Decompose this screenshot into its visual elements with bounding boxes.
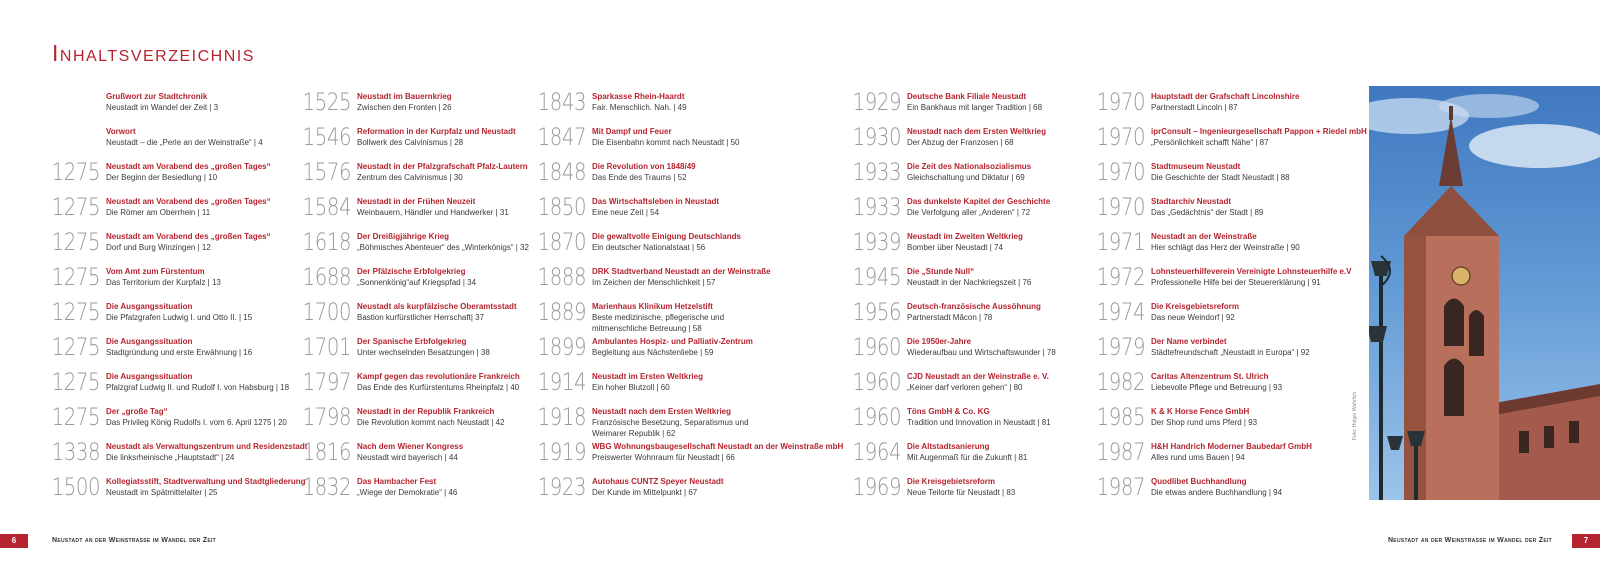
toc-heading: Stadtmuseum Neustadt xyxy=(1151,162,1241,171)
toc-year: 1850 xyxy=(537,193,586,221)
toc-subtitle: Französische Besetzung, Separatismus und xyxy=(592,418,749,427)
page-number-right: 7 xyxy=(1572,534,1600,548)
toc-heading: Sparkasse Rhein-Haardt xyxy=(592,92,685,101)
toc-heading: WBG Wohnungsbaugesellschaft Neustadt an der Weinstraße mbH xyxy=(592,442,844,451)
toc-heading: Die Zeit des Nationalsozialismus xyxy=(907,162,1032,171)
toc-entry xyxy=(51,438,308,466)
toc-year: 1971 xyxy=(1096,228,1145,256)
toc-year: 1970 xyxy=(1096,88,1145,116)
page-number-left: 6 xyxy=(0,534,28,548)
toc-subtitle: „Persönlichkeit schafft Nähe“ | 87 xyxy=(1151,138,1269,147)
toc-year: 1930 xyxy=(852,123,901,151)
toc-entry xyxy=(302,123,516,151)
toc-subtitle: Ein hoher Blutzoll | 60 xyxy=(592,383,670,392)
toc-year: 1970 xyxy=(1096,193,1145,221)
toc-entry xyxy=(537,88,687,116)
toc-subtitle: Professionelle Hilfe bei der Steuererklärung | 91 xyxy=(1151,278,1321,287)
toc-heading: Lohnsteuerhilfeverein Vereinigte Lohnsteuerhilfe e.V xyxy=(1151,267,1352,276)
church-photo xyxy=(1369,86,1600,500)
toc-subtitle: Gleichschaltung und Diktatur | 69 xyxy=(907,173,1025,182)
toc-subtitle: Neustadt wird bayerisch | 44 xyxy=(357,453,458,462)
toc-subtitle: Zwischen den Fronten | 26 xyxy=(357,103,452,112)
toc-heading: Das Hambacher Fest xyxy=(357,477,437,486)
toc-year: 1618 xyxy=(302,228,351,256)
toc-heading: Die Altstadtsanierung xyxy=(907,442,990,451)
toc-entry xyxy=(51,368,290,396)
toc-entry xyxy=(852,473,1016,501)
toc-subtitle: Stadtgründung und erste Erwähnung | 16 xyxy=(106,348,253,357)
footer-running-title-right: Neustadt an der Weinstrasse im Wandel der Zeit xyxy=(1387,537,1552,544)
toc-year: 1798 xyxy=(302,403,351,431)
toc-entry xyxy=(1096,228,1300,256)
toc-subtitle: Weinbauern, Händler und Handwerker | 31 xyxy=(357,208,509,217)
toc-entry xyxy=(537,333,753,361)
toc-heading: Nach dem Wiener Kongress xyxy=(357,442,464,451)
toc-subtitle: Bollwerk des Calvinismus | 28 xyxy=(357,138,464,147)
toc-entry xyxy=(537,438,844,466)
toc-heading: Neustadt an der Weinstraße xyxy=(1151,232,1257,241)
page-title: Inhaltsverzeichnis xyxy=(52,40,255,66)
toc-subtitle: Unter wechselnden Besatzungen | 38 xyxy=(357,348,490,357)
toc-entry xyxy=(537,368,703,396)
toc-year: 1584 xyxy=(302,193,351,221)
toc-heading: Neustadt als Verwaltungszentrum und Residenzstadt xyxy=(106,442,308,451)
toc-subtitle: Bastion kurfürstlicher Herrschaft| 37 xyxy=(357,313,485,322)
toc-heading: Der „große Tag“ xyxy=(106,407,168,416)
toc-heading: Neustadt nach dem Ersten Weltkrieg xyxy=(592,407,731,416)
toc-year: 1848 xyxy=(537,158,586,186)
toc-heading: Neustadt am Vorabend des „großen Tages“ xyxy=(106,232,271,241)
toc-year: 1525 xyxy=(302,88,351,116)
toc-entry xyxy=(51,263,221,291)
toc-year: 1275 xyxy=(51,298,100,326)
toc-subtitle: „Böhmisches Abenteuer“ des „Winterkönigs“ | 32 xyxy=(357,243,529,252)
toc-heading: H&H Handrich Moderner Baubedarf GmbH xyxy=(1151,442,1312,451)
toc-year: 1972 xyxy=(1096,263,1145,291)
toc-subtitle: Mit Augenmaß für die Zukunft | 81 xyxy=(907,453,1028,462)
toc-year: 1888 xyxy=(537,263,586,291)
toc-entry xyxy=(852,193,1051,221)
toc-entry xyxy=(1096,193,1264,221)
toc-entry xyxy=(537,228,741,256)
toc-heading: Neustadt in der Frühen Neuzeit xyxy=(357,197,476,206)
toc-entry xyxy=(51,403,287,431)
toc-year: 1960 xyxy=(852,333,901,361)
toc-entry xyxy=(1096,123,1367,151)
toc-heading: Neustadt am Vorabend des „großen Tages“ xyxy=(106,197,271,206)
toc-subtitle: Tradition und Innovation in Neustadt | 81 xyxy=(907,418,1051,427)
toc-heading: Die Ausgangssituation xyxy=(106,372,193,381)
toc-entry xyxy=(51,298,253,326)
toc-heading: Stadtarchiv Neustadt xyxy=(1151,197,1232,206)
toc-year: 1275 xyxy=(51,368,100,396)
toc-heading: Töns GmbH & Co. KG xyxy=(907,407,990,416)
toc-entry xyxy=(51,228,271,256)
toc-year: 1700 xyxy=(302,298,351,326)
toc-entry xyxy=(302,333,490,361)
toc-heading: Ambulantes Hospiz- und Palliativ-Zentrum xyxy=(592,337,753,346)
toc-entry xyxy=(302,88,452,116)
toc-entry xyxy=(51,193,271,221)
toc-subtitle: Begleitung aus Nächstenliebe | 59 xyxy=(592,348,714,357)
toc-subtitle: Liebevolle Pflege und Betreuung | 93 xyxy=(1151,383,1283,392)
toc-year: 1945 xyxy=(852,263,901,291)
toc-subtitle: Wiederaufbau und Wirtschaftswunder | 78 xyxy=(907,348,1056,357)
toc-entry xyxy=(852,368,1049,396)
toc-heading: Marienhaus Klinikum Hetzelstift xyxy=(592,302,713,311)
toc-subtitle: Neustadt im Spätmittelalter | 25 xyxy=(106,488,218,497)
toc-entry xyxy=(106,91,218,113)
toc-year: 1960 xyxy=(852,403,901,431)
toc-subtitle: Der Shop rund ums Pferd | 93 xyxy=(1151,418,1258,427)
toc-subtitle: Die Eisenbahn kommt nach Neustadt | 50 xyxy=(592,138,740,147)
toc-year: 1987 xyxy=(1096,473,1145,501)
toc-entry xyxy=(1096,158,1290,186)
toc-year: 1982 xyxy=(1096,368,1145,396)
toc-entry xyxy=(537,403,749,439)
toc-subtitle: Eine neue Zeit | 54 xyxy=(592,208,660,217)
toc-subtitle: Alles rund ums Bauen | 94 xyxy=(1151,453,1245,462)
toc-year: 1275 xyxy=(51,333,100,361)
toc-year: 1701 xyxy=(302,333,351,361)
toc-subtitle: Die Römer am Oberrhein | 11 xyxy=(106,208,211,217)
toc-subtitle: Die Geschichte der Stadt Neustadt | 88 xyxy=(1151,173,1290,182)
toc-heading: Hauptstadt der Grafschaft Lincolnshire xyxy=(1151,92,1300,101)
toc-entry xyxy=(302,263,477,291)
toc-heading: iprConsult – Ingenieurgesellschaft Pappon + Riedel mbH xyxy=(1151,127,1367,136)
toc-heading: Das dunkelste Kapitel der Geschichte xyxy=(907,197,1051,206)
toc-year: 1939 xyxy=(852,228,901,256)
toc-entry xyxy=(1096,438,1312,466)
toc-entry xyxy=(106,126,263,148)
toc-entry xyxy=(302,473,458,501)
toc-subtitle: Die Revolution kommt nach Neustadt | 42 xyxy=(357,418,505,427)
toc-subtitle: Hier schlägt das Herz der Weinstraße | 90 xyxy=(1151,243,1300,252)
toc-subtitle: Städtefreundschaft „Neustadt in Europa“ | 92 xyxy=(1151,348,1310,357)
toc-year: 1933 xyxy=(852,193,901,221)
toc-subtitle: Die Pfalzgrafen Ludwig I. und Otto II. | 15 xyxy=(106,313,253,322)
toc-entry xyxy=(852,88,1043,116)
toc-heading: Neustadt in der Pfalzgrafschaft Pfalz-Lautern xyxy=(357,162,528,171)
toc-heading: Neustadt als kurpfälzische Oberamtsstadt xyxy=(357,302,517,311)
toc-year: 1870 xyxy=(537,228,586,256)
toc-year: 1847 xyxy=(537,123,586,151)
toc-heading: Neustadt am Vorabend des „großen Tages“ xyxy=(106,162,271,171)
toc-year: 1918 xyxy=(537,403,586,431)
toc-heading: Neustadt nach dem Ersten Weltkrieg xyxy=(907,127,1046,136)
toc-year: 1929 xyxy=(852,88,901,116)
toc-heading: Mit Dampf und Feuer xyxy=(592,127,672,136)
toc-subtitle: Im Zeichen der Menschlichkeit | 57 xyxy=(592,278,716,287)
toc-year: 1914 xyxy=(537,368,586,396)
toc-heading: Die Revolution von 1848/49 xyxy=(592,162,696,171)
toc-subtitle: „Sonnenkönig“auf Kriegspfad | 34 xyxy=(357,278,477,287)
toc-heading: Autohaus CUNTZ Speyer Neustadt xyxy=(592,477,724,486)
toc-entry xyxy=(1096,368,1283,396)
toc-subtitle: Neustadt im Wandel der Zeit | 3 xyxy=(106,103,219,112)
toc-entry xyxy=(302,298,517,326)
toc-heading: Reformation in der Kurpfalz und Neustadt xyxy=(357,127,516,136)
toc-heading: Kampf gegen das revolutionäre Frankreich xyxy=(357,372,520,381)
toc-subtitle: Beste medizinische, pflegerische und xyxy=(592,313,725,322)
toc-subtitle: Preiswerter Wohnraum für Neustadt | 66 xyxy=(592,453,735,462)
toc-subtitle: Zentrum des Calvinismus | 30 xyxy=(357,173,463,182)
toc-subtitle: Ein Bankhaus mit langer Tradition | 68 xyxy=(907,103,1043,112)
toc-heading: Quodlibet Buchhandlung xyxy=(1151,477,1247,486)
toc-heading: Der Dreißigjährige Krieg xyxy=(357,232,450,241)
toc-year: 1974 xyxy=(1096,298,1145,326)
toc-entry xyxy=(852,263,1032,291)
toc-year: 1576 xyxy=(302,158,351,186)
toc-entry xyxy=(537,263,771,291)
toc-entry xyxy=(51,333,253,361)
toc-year: 1275 xyxy=(51,403,100,431)
toc-year: 1979 xyxy=(1096,333,1145,361)
toc-entry xyxy=(852,158,1032,186)
toc-heading: Neustadt im Ersten Weltkrieg xyxy=(592,372,703,381)
toc-subtitle: Das „Gedächtnis“ der Stadt | 89 xyxy=(1151,208,1264,217)
toc-year: 1970 xyxy=(1096,123,1145,151)
toc-entry xyxy=(852,123,1046,151)
toc-subtitle: Ein deutscher Nationalstaat | 56 xyxy=(592,243,706,252)
toc-year: 1987 xyxy=(1096,438,1145,466)
toc-subtitle: mitmenschliche Betreuung | 58 xyxy=(592,324,702,333)
toc-heading: K & K Horse Fence GmbH xyxy=(1151,407,1250,416)
toc-entry xyxy=(537,123,740,151)
toc-subtitle: Partnerstadt Lincoln | 87 xyxy=(1151,103,1238,112)
toc-subtitle: Der Kunde im Mittelpunkt | 67 xyxy=(592,488,698,497)
toc-subtitle: Das Territorium der Kurpfalz | 13 xyxy=(106,278,221,287)
toc-heading: Die „Stunde Null“ xyxy=(907,267,975,276)
toc-heading: Neustadt in der Republik Frankreich xyxy=(357,407,495,416)
church-illustration xyxy=(1369,86,1600,500)
toc-heading: Die Ausgangssituation xyxy=(106,337,193,346)
toc-heading: Vorwort xyxy=(106,127,136,136)
toc-year: 1970 xyxy=(1096,158,1145,186)
toc-subtitle: Das Privileg König Rudolfs I. vom 6. April 1275 | 20 xyxy=(106,418,287,427)
toc-year: 1933 xyxy=(852,158,901,186)
toc-subtitle: Das Ende des Traums | 52 xyxy=(592,173,687,182)
toc-entry xyxy=(302,193,509,221)
toc-year: 1843 xyxy=(537,88,586,116)
toc-heading: Vom Amt zum Fürstentum xyxy=(106,267,205,276)
toc-subtitle: Pfalzgraf Ludwig II. und Rudolf I. von Habsburg | 18 xyxy=(106,383,290,392)
toc-heading: DRK Stadtverband Neustadt an der Weinstraße xyxy=(592,267,771,276)
toc-year: 1899 xyxy=(537,333,586,361)
toc-subtitle: Die linksrheinische „Hauptstadt“ | 24 xyxy=(106,453,235,462)
toc-year: 1275 xyxy=(51,158,100,186)
toc-year: 1919 xyxy=(537,438,586,466)
toc-year: 1275 xyxy=(51,228,100,256)
toc-heading: Deutsche Bank Filiale Neustadt xyxy=(907,92,1027,101)
toc-heading: Die gewaltvolle Einigung Deutschlands xyxy=(592,232,741,241)
toc-subtitle: Das Ende des Kurfürstentums Rheinpfalz | 40 xyxy=(357,383,520,392)
toc-entry xyxy=(302,368,520,396)
toc-entry xyxy=(537,158,696,186)
toc-heading: Kollegiatsstift, Stadtverwaltung und Stadtgliederung xyxy=(106,477,306,486)
toc-year: 1275 xyxy=(51,263,100,291)
toc-subtitle: Der Abzug der Franzosen | 68 xyxy=(907,138,1014,147)
toc-subtitle: Die Verfolgung aller „Anderen“ | 72 xyxy=(907,208,1031,217)
toc-heading: Der Pfälzische Erbfolgekrieg xyxy=(357,267,466,276)
toc-year: 1964 xyxy=(852,438,901,466)
toc-entry xyxy=(1096,403,1258,431)
toc-heading: Der Name verbindet xyxy=(1151,337,1227,346)
toc-subtitle: Fair. Menschlich. Nah. | 49 xyxy=(592,103,687,112)
toc-year: 1956 xyxy=(852,298,901,326)
toc-year: 1960 xyxy=(852,368,901,396)
toc-subtitle: Das neue Weindorf | 92 xyxy=(1151,313,1235,322)
toc-entry xyxy=(1096,473,1283,501)
toc-entry xyxy=(1096,88,1300,116)
photo-credit: Foto: Holger Wahrlich xyxy=(1352,391,1358,440)
toc-heading: Der Spanische Erbfolgekrieg xyxy=(357,337,467,346)
toc-entry xyxy=(852,228,1023,256)
toc-heading: Caritas Altenzentrum St. Ulrich xyxy=(1151,372,1269,381)
toc-subtitle: Neustadt in der Nachkriegszeit | 76 xyxy=(907,278,1032,287)
toc-entry xyxy=(852,298,1041,326)
toc-entry xyxy=(302,438,464,466)
toc-entry xyxy=(1096,263,1352,291)
toc-subtitle: Die etwas andere Buchhandlung | 94 xyxy=(1151,488,1283,497)
toc-subtitle: Neue Teilorte für Neustadt | 83 xyxy=(907,488,1016,497)
toc-entry xyxy=(852,438,1028,466)
toc-heading: Das Wirtschaftsleben in Neustadt xyxy=(592,197,720,206)
toc-subtitle: „Keiner darf verloren gehen“ | 80 xyxy=(907,383,1023,392)
toc-entry xyxy=(302,158,528,186)
footer-running-title-left: Neustadt an der Weinstrasse im Wandel der Zeit xyxy=(52,537,217,544)
toc-entry xyxy=(537,298,725,334)
toc-heading: Deutsch-französische Aussöhnung xyxy=(907,302,1041,311)
toc-heading: Die 1950er-Jahre xyxy=(907,337,972,346)
toc-year: 1500 xyxy=(51,473,100,501)
toc-heading: Neustadt im Zweiten Weltkrieg xyxy=(907,232,1023,241)
toc-entry xyxy=(537,193,720,221)
toc-year: 1832 xyxy=(302,473,351,501)
toc-entry xyxy=(51,473,306,501)
toc-year: 1546 xyxy=(302,123,351,151)
toc-heading: Die Kreisgebietsreform xyxy=(907,477,996,486)
toc-year: 1889 xyxy=(537,298,586,326)
toc-subtitle: „Wiege der Demokratie“ | 46 xyxy=(357,488,458,497)
toc-entry xyxy=(852,403,1051,431)
toc-entry xyxy=(1096,333,1310,361)
toc-year: 1797 xyxy=(302,368,351,396)
toc-subtitle: Bomber über Neustadt | 74 xyxy=(907,243,1003,252)
toc-entry xyxy=(302,228,529,256)
toc-heading: Neustadt im Bauernkrieg xyxy=(357,92,452,101)
toc-year: 1969 xyxy=(852,473,901,501)
toc-heading: Die Kreisgebietsreform xyxy=(1151,302,1240,311)
toc-heading: Grußwort zur Stadtchronik xyxy=(106,92,208,101)
toc-entry xyxy=(1096,298,1240,326)
toc-subtitle: Weimarer Republik | 62 xyxy=(592,429,676,438)
toc-heading: Die Ausgangssituation xyxy=(106,302,193,311)
toc-entry xyxy=(852,333,1056,361)
toc-year: 1275 xyxy=(51,193,100,221)
toc-subtitle: Partnerstadt Mâcon | 78 xyxy=(907,313,993,322)
toc-subtitle: Dorf und Burg Winzingen | 12 xyxy=(106,243,211,252)
toc-year: 1923 xyxy=(537,473,586,501)
toc-entry xyxy=(51,158,271,186)
toc-year: 1816 xyxy=(302,438,351,466)
toc-subtitle: Neustadt – die „Perle an der Weinstraße“ | 4 xyxy=(106,138,263,147)
toc-entry xyxy=(537,473,724,501)
toc-year: 1985 xyxy=(1096,403,1145,431)
toc-entry xyxy=(302,403,505,431)
toc-heading: CJD Neustadt an der Weinstraße e. V. xyxy=(907,372,1049,381)
toc-year: 1688 xyxy=(302,263,351,291)
toc-year: 1338 xyxy=(51,438,100,466)
toc-subtitle: Der Beginn der Besiedlung | 10 xyxy=(106,173,218,182)
